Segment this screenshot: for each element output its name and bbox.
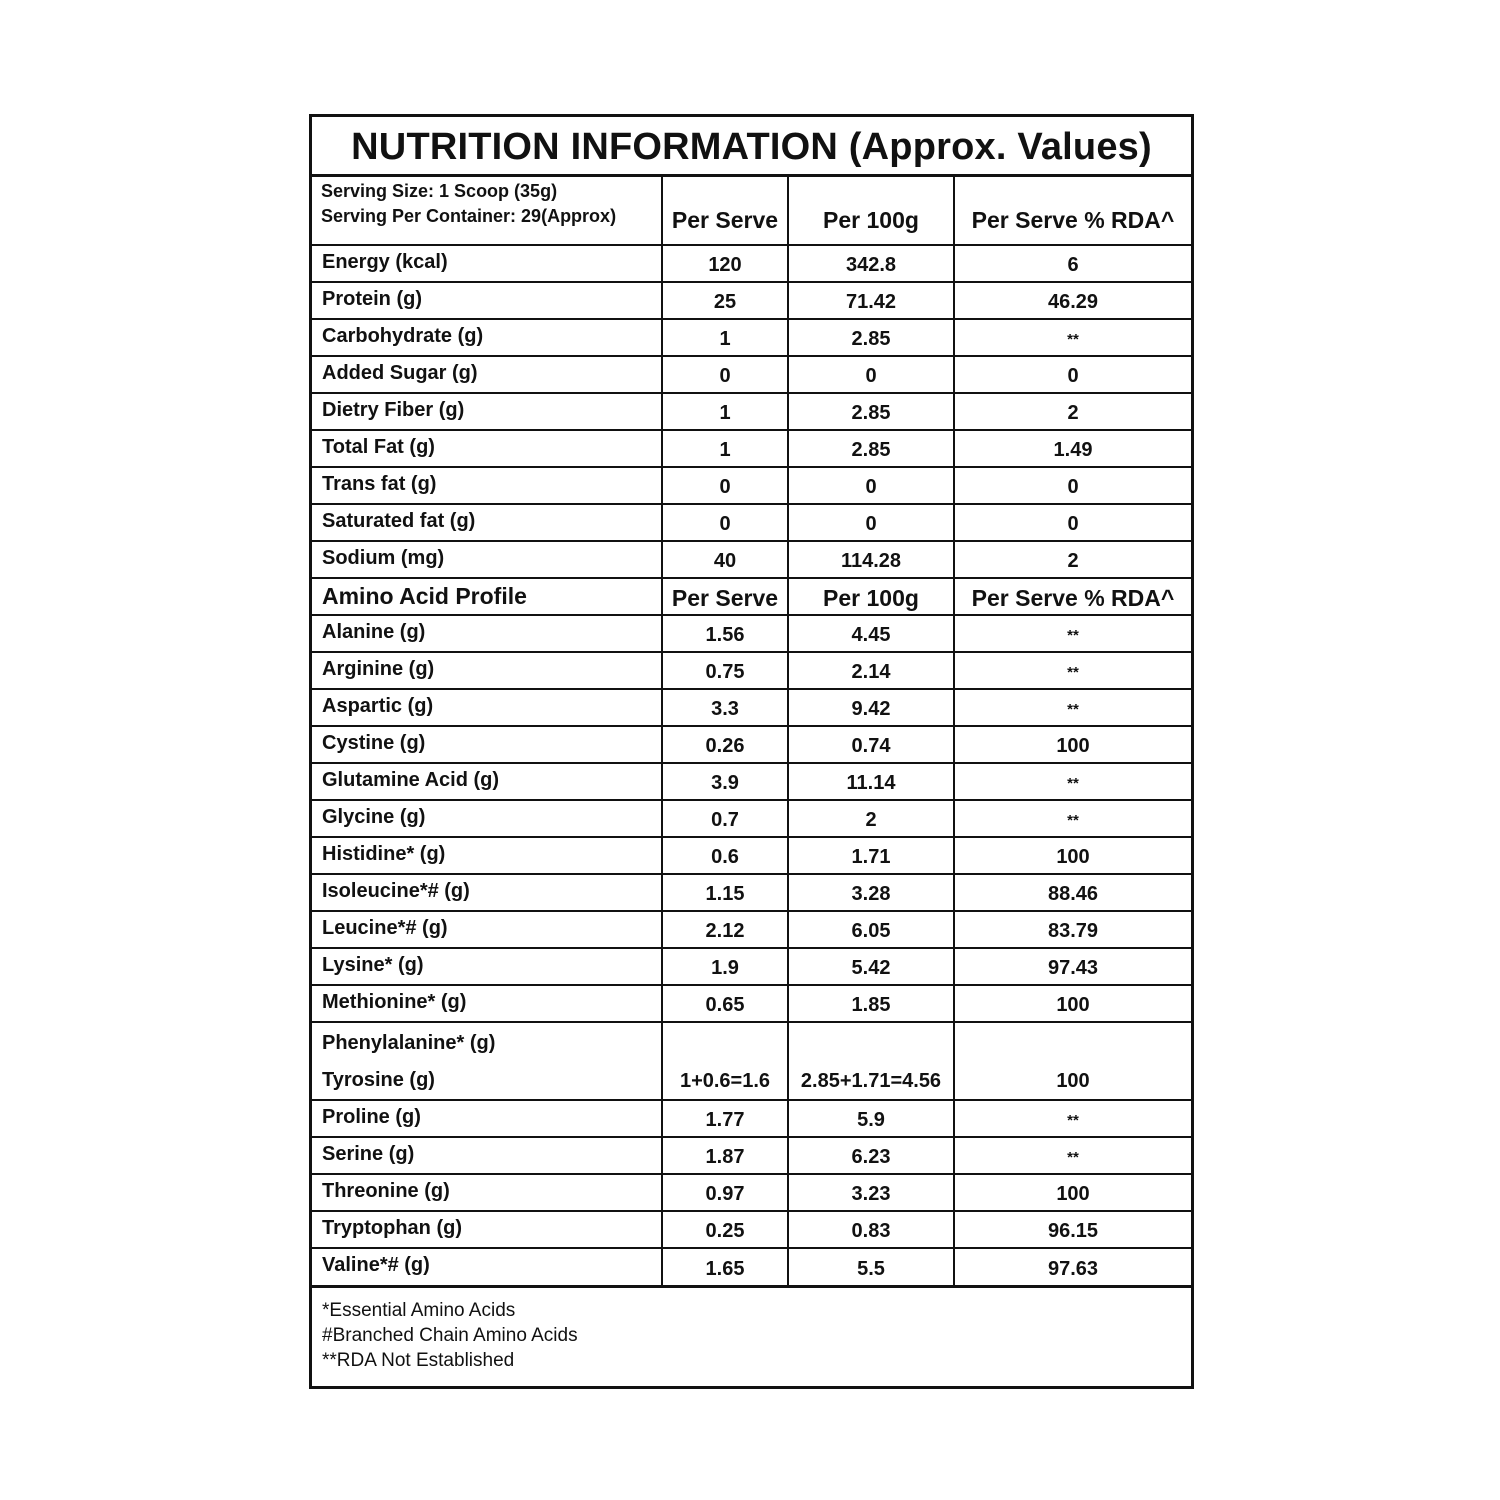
table-row [312, 356, 1191, 393]
phenylalanine-label: Phenylalanine* (g) [322, 1032, 496, 1054]
nutrition-panel [309, 114, 1194, 1389]
table-row [312, 800, 1191, 837]
per-serve-value: 2.12 [662, 911, 788, 948]
row-label: Carbohydrate (g) [312, 319, 662, 356]
table-row [312, 245, 1191, 282]
per-100g-value: 4.45 [788, 615, 954, 652]
table-row [312, 1100, 1191, 1137]
rda-value: ** [954, 615, 1191, 652]
table-header-row [312, 177, 1191, 245]
table-row [312, 911, 1191, 948]
rda-value: ** [954, 1100, 1191, 1137]
table-row [312, 1248, 1191, 1285]
per-serve-value: 120 [662, 245, 788, 282]
rda-value: ** [954, 652, 1191, 689]
per-100g-value: 5.42 [788, 948, 954, 985]
rda-value: 100 [954, 1022, 1191, 1100]
table-row [312, 467, 1191, 504]
row-label: Lysine* (g) [312, 948, 662, 985]
per-100g-value: 0 [788, 356, 954, 393]
per-100g-value: 0.83 [788, 1211, 954, 1248]
rda-value: ** [954, 800, 1191, 837]
row-label: Added Sugar (g) [312, 356, 662, 393]
per-serve-value: 0 [662, 467, 788, 504]
per-100g-value: 0.74 [788, 726, 954, 763]
rda-value: ** [954, 689, 1191, 726]
per-100g-value: 71.42 [788, 282, 954, 319]
row-label: Saturated fat (g) [312, 504, 662, 541]
table-row [312, 726, 1191, 763]
table-row [312, 615, 1191, 652]
per-100g-value: 2.14 [788, 652, 954, 689]
per-serve-value: 0 [662, 356, 788, 393]
table-row [312, 1211, 1191, 1248]
rda-value: 46.29 [954, 282, 1191, 319]
rda-value: 100 [954, 726, 1191, 763]
table-row [312, 541, 1191, 578]
row-label: Cystine (g) [312, 726, 662, 763]
table-row [312, 282, 1191, 319]
table-row [312, 393, 1191, 430]
per-100g-value: 3.23 [788, 1174, 954, 1211]
row-label: Trans fat (g) [312, 467, 662, 504]
row-label: Leucine*# (g) [312, 911, 662, 948]
per-serve-value: 1 [662, 430, 788, 467]
rda-value: 1.49 [954, 430, 1191, 467]
rda-value: 0 [954, 504, 1191, 541]
row-label: Sodium (mg) [312, 541, 662, 578]
row-label: Isoleucine*# (g) [312, 874, 662, 911]
per-100g-value: 1.71 [788, 837, 954, 874]
per-serve-value: 0.26 [662, 726, 788, 763]
amino-col-per-100g: Per 100g [788, 578, 954, 615]
per-100g-value: 2 [788, 800, 954, 837]
per-100g-value: 3.28 [788, 874, 954, 911]
per-serve-value: 3.3 [662, 689, 788, 726]
table-row [312, 319, 1191, 356]
per-100g-value: 1.85 [788, 985, 954, 1022]
per-100g-value: 114.28 [788, 541, 954, 578]
per-serve-value: 0.97 [662, 1174, 788, 1211]
table-row [312, 652, 1191, 689]
rda-value: 100 [954, 985, 1191, 1022]
table-row [312, 837, 1191, 874]
per-serve-value: 3.9 [662, 763, 788, 800]
table-row [312, 689, 1191, 726]
per-serve-value: 1.9 [662, 948, 788, 985]
row-label [312, 1022, 662, 1100]
rda-value: ** [954, 319, 1191, 356]
per-serve-value: 1 [662, 393, 788, 430]
rda-value: ** [954, 1137, 1191, 1174]
amino-header-row [312, 578, 1191, 615]
per-serve-value: 1.87 [662, 1137, 788, 1174]
per-100g-value: 342.8 [788, 245, 954, 282]
per-100g-value: 2.85+1.71=4.56 [788, 1022, 954, 1100]
per-100g-value: 6.23 [788, 1137, 954, 1174]
per-100g-value: 9.42 [788, 689, 954, 726]
per-serve-value: 0.7 [662, 800, 788, 837]
per-serve-value: 25 [662, 282, 788, 319]
table-row [312, 763, 1191, 800]
rda-value: ** [954, 763, 1191, 800]
serving-size: Serving Size: 1 Scoop (35g) [321, 181, 558, 201]
rda-value: 97.63 [954, 1248, 1191, 1285]
row-label: Methionine* (g) [312, 985, 662, 1022]
table-row [312, 430, 1191, 467]
footnotes [312, 1285, 1191, 1386]
row-label: Valine*# (g) [312, 1248, 662, 1285]
per-100g-value: 0 [788, 467, 954, 504]
rda-value: 0 [954, 467, 1191, 504]
table-row [312, 948, 1191, 985]
per-100g-value: 2.85 [788, 393, 954, 430]
tyrosine-label: Tyrosine (g) [322, 1069, 435, 1091]
table-row-phe-tyr [312, 1022, 1191, 1100]
row-label: Threonine (g) [312, 1174, 662, 1211]
per-serve-value: 0.75 [662, 652, 788, 689]
per-100g-value: 0 [788, 504, 954, 541]
footnote-bcaa: #Branched Chain Amino Acids [322, 1325, 578, 1346]
rda-value: 97.43 [954, 948, 1191, 985]
per-serve-value: 0.65 [662, 985, 788, 1022]
amino-acid-profile-label: Amino Acid Profile [312, 578, 662, 615]
rda-value: 96.15 [954, 1211, 1191, 1248]
row-label: Dietry Fiber (g) [312, 393, 662, 430]
col-header-rda: Per Serve % RDA^ [954, 177, 1191, 245]
per-100g-value: 5.9 [788, 1100, 954, 1137]
rda-value: 0 [954, 356, 1191, 393]
table-row [312, 874, 1191, 911]
table-row [312, 985, 1191, 1022]
rda-value: 88.46 [954, 874, 1191, 911]
rda-value: 2 [954, 393, 1191, 430]
panel-title: NUTRITION INFORMATION (Approx. Values) [312, 117, 1191, 177]
row-label: Energy (kcal) [312, 245, 662, 282]
row-label: Alanine (g) [312, 615, 662, 652]
col-header-per-100g: Per 100g [788, 177, 954, 245]
row-label: Proline (g) [312, 1100, 662, 1137]
row-label: Arginine (g) [312, 652, 662, 689]
per-serve-value: 1.56 [662, 615, 788, 652]
serving-info [312, 177, 662, 245]
footnote-essential: *Essential Amino Acids [322, 1300, 516, 1321]
per-100g-value: 2.85 [788, 430, 954, 467]
col-header-per-serve: Per Serve [662, 177, 788, 245]
rda-value: 2 [954, 541, 1191, 578]
nutrition-table [312, 177, 1191, 1285]
rda-value: 6 [954, 245, 1191, 282]
row-label: Glycine (g) [312, 800, 662, 837]
rda-value: 100 [954, 1174, 1191, 1211]
serving-per-container: Serving Per Container: 29(Approx) [321, 206, 617, 226]
per-serve-value: 1.15 [662, 874, 788, 911]
per-serve-value: 0.6 [662, 837, 788, 874]
amino-col-rda: Per Serve % RDA^ [954, 578, 1191, 615]
row-label: Serine (g) [312, 1137, 662, 1174]
per-100g-value: 11.14 [788, 763, 954, 800]
row-label: Histidine* (g) [312, 837, 662, 874]
footnote-rda: **RDA Not Established [322, 1350, 515, 1371]
amino-col-per-serve: Per Serve [662, 578, 788, 615]
table-row [312, 1174, 1191, 1211]
row-label: Protein (g) [312, 282, 662, 319]
per-100g-value: 6.05 [788, 911, 954, 948]
table-row [312, 504, 1191, 541]
per-serve-value: 1.77 [662, 1100, 788, 1137]
row-label: Glutamine Acid (g) [312, 763, 662, 800]
rda-value: 100 [954, 837, 1191, 874]
rda-value: 83.79 [954, 911, 1191, 948]
per-100g-value: 5.5 [788, 1248, 954, 1285]
row-label: Total Fat (g) [312, 430, 662, 467]
row-label: Tryptophan (g) [312, 1211, 662, 1248]
table-row [312, 1137, 1191, 1174]
row-label: Aspartic (g) [312, 689, 662, 726]
per-serve-value: 1.65 [662, 1248, 788, 1285]
per-serve-value: 40 [662, 541, 788, 578]
per-serve-value: 1 [662, 319, 788, 356]
per-serve-value: 0 [662, 504, 788, 541]
per-serve-value: 0.25 [662, 1211, 788, 1248]
per-serve-value: 1+0.6=1.6 [662, 1022, 788, 1100]
per-100g-value: 2.85 [788, 319, 954, 356]
